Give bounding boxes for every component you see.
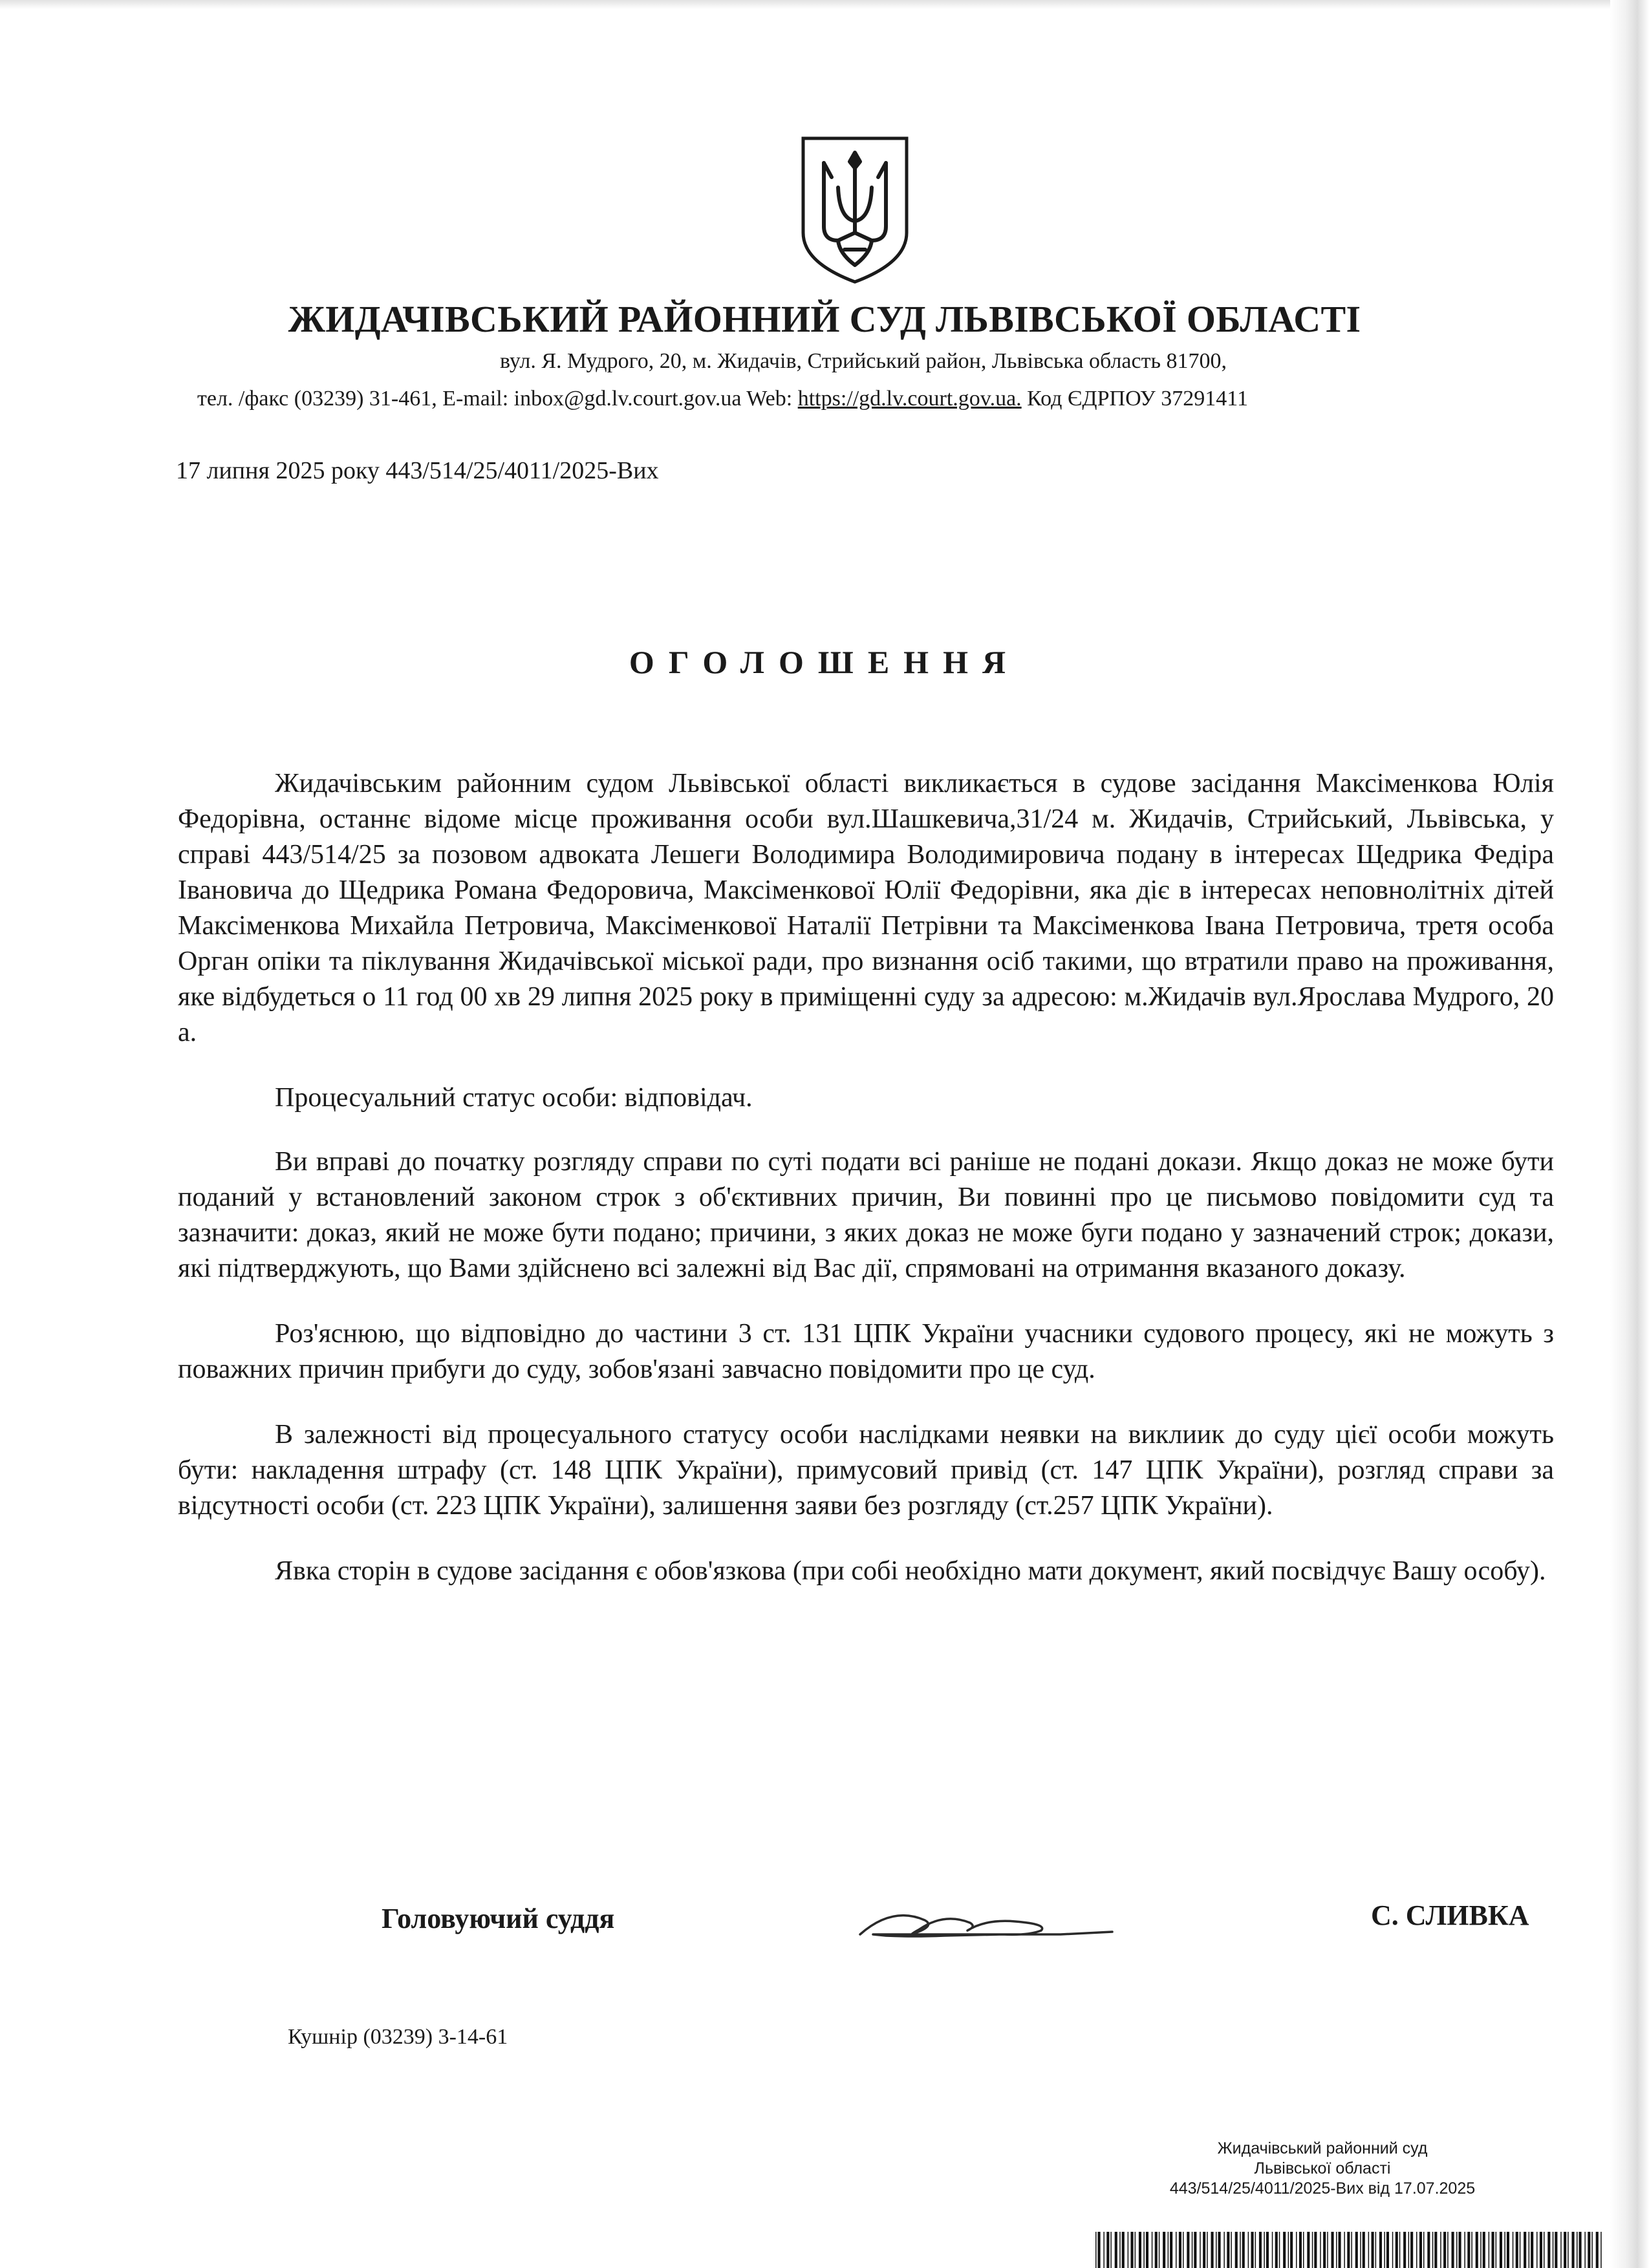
handwritten-signature (847, 1894, 1119, 1952)
barcode-bar (1264, 2232, 1265, 2268)
barcode-bar (1555, 2232, 1557, 2268)
barcode-bar (1179, 2232, 1181, 2268)
barcode-bar (1131, 2232, 1134, 2268)
barcode-bar (1375, 2232, 1377, 2268)
barcode-bar (1327, 2232, 1328, 2268)
barcode-bar (1471, 2232, 1472, 2268)
barcode-icon (1093, 2232, 1604, 2268)
edrpou-code: Код ЄДРПОУ 37291411 (1021, 387, 1249, 411)
barcode-bar (1572, 2232, 1575, 2268)
barcode-bar (1507, 2232, 1509, 2268)
notice-body (178, 766, 1554, 1619)
barcode-bar (1447, 2232, 1449, 2268)
barcode-bar (1255, 2232, 1256, 2268)
barcode-bar (1529, 2232, 1530, 2268)
barcode-bar (1223, 2232, 1225, 2268)
summons-paragraph: Жидачівським районним судом Львівської області викликається в судове засідання Максіменкова Юлія Федорівна, останнє відоме місце проживання особи вул.Шашкевича,31/24 м. Жидачів, Стрийський, Львівська, у справі 443/514/25 за позовом адвоката Лешеги Володимира Володимировича подану в інтересах Щедрика Федіра Івановича до Щедрика Романа Федоровича, Максіменкової Юлії Федорівни, яка діє в інтересах неповнолітніх дітей Максіменкова Михайла Петровича, Максіменкової Наталії Петрівни та Максіменкова Івана Петровича, третя особа Орган опіки та піклування Жидачівської міської ради, про визнання осіб такими, що втратили право на проживання, яке відбудеться о 11 год 00 хв 29 липня 2025 року в приміщенні суду за адресою: м.Жидачів вул.Ярослава Мудрого, 20 а. (178, 769, 1554, 1047)
barcode-bar (1339, 2232, 1341, 2268)
barcode-bar (1452, 2232, 1454, 2268)
barcode-bar (1416, 2232, 1417, 2268)
barcode-bar (1384, 2232, 1385, 2268)
barcode-bar (1207, 2232, 1208, 2268)
barcode-bar (1216, 2232, 1217, 2268)
barcode-bar (1146, 2232, 1148, 2268)
barcode-bar (1379, 2232, 1382, 2268)
barcode-bar (1122, 2232, 1125, 2268)
barcode-bar (1560, 2232, 1562, 2268)
barcode-bar (1536, 2232, 1538, 2268)
barcode-bar (1187, 2232, 1189, 2268)
barcode-bar (1443, 2232, 1446, 2268)
barcode-bar (1227, 2232, 1229, 2268)
attendance-paragraph: Явка сторін в судове засідання є обов'язкова (при собі необхідно мати документ, який посвідчує Вашу особу). (275, 1556, 1546, 1586)
barcode-bar (1110, 2232, 1112, 2268)
barcode-bar (1307, 2232, 1310, 2268)
outgoing-reference: 17 липня 2025 року 443/514/25/4011/2025-Вих (176, 457, 659, 484)
barcode-bar (1520, 2232, 1521, 2268)
court-address: вул. Я. Мудрого, 20, м. Жидачів, Стрийський район, Львівська область 81700, (500, 349, 1227, 373)
barcode-bar (1600, 2232, 1602, 2268)
barcode-bar (1396, 2232, 1398, 2268)
barcode-bar (1288, 2232, 1289, 2268)
barcode-bar (1203, 2232, 1205, 2268)
barcode-bar (1240, 2232, 1241, 2268)
barcode-bar (1432, 2232, 1434, 2268)
barcode-bar (1194, 2232, 1196, 2268)
stamp-court: Жидачівський районний суд (1217, 2139, 1428, 2157)
barcode-bar (1231, 2232, 1232, 2268)
barcode-bar (1218, 2232, 1221, 2268)
barcode-bar (1279, 2232, 1280, 2268)
barcode-bar (1283, 2232, 1286, 2268)
barcode-bar (1159, 2232, 1160, 2268)
barcode-bar (1531, 2232, 1533, 2268)
barcode-bar (1459, 2232, 1461, 2268)
barcode-bar (1347, 2232, 1350, 2268)
barcode-bar (1139, 2232, 1141, 2268)
barcode-bar (1513, 2232, 1514, 2268)
barcode-bar (1103, 2232, 1105, 2268)
barcode-bar (1143, 2232, 1145, 2268)
barcode-bar (1579, 2232, 1582, 2268)
barcode-bar (1596, 2232, 1599, 2268)
barcode-bar (1492, 2232, 1494, 2268)
barcode-bar (1564, 2232, 1566, 2268)
scan-edge-top (0, 0, 1649, 9)
barcode-bar (1344, 2232, 1345, 2268)
trident-coat-of-arms-icon (799, 136, 911, 284)
registration-stamp (1138, 2139, 1507, 2199)
barcode-bar (1368, 2232, 1370, 2268)
barcode-bar (1440, 2232, 1441, 2268)
barcode-bar (1355, 2232, 1358, 2268)
barcode-bar (1392, 2232, 1394, 2268)
barcode-bar (1299, 2232, 1302, 2268)
barcode-bar (1331, 2232, 1334, 2268)
barcode-bar (1235, 2232, 1238, 2268)
barcode-bar (1251, 2232, 1254, 2268)
barcode-bar (1553, 2232, 1554, 2268)
barcode-bar (1399, 2232, 1401, 2268)
barcode-bar (1115, 2232, 1117, 2268)
barcode-bar (1119, 2232, 1121, 2268)
barcode-bar (1408, 2232, 1410, 2268)
barcode-bar (1211, 2232, 1214, 2268)
barcode-bar (1427, 2232, 1430, 2268)
barcode-bar (1504, 2232, 1505, 2268)
barcode-bar (1168, 2232, 1169, 2268)
barcode-bar (1544, 2232, 1545, 2268)
barcode-bar (1568, 2232, 1569, 2268)
evidence-paragraph: Ви вправі до початку розгляду справи по суті подати всі раніше не подані докази. Якщо доказ не може бути поданий у встановлений законом строк з об'єктивних причин, Ви повинні про це письмово повідомити суд та зазначити: доказ, який не може бути подано; причини, з яких доказ не може буги подано у зазначений строк; докази, які підтверджують, що Вами здійснено всі залежні від Вас дії, спрямовані на отримання вказаного доказу. (178, 1147, 1554, 1283)
barcode-bar (1314, 2232, 1317, 2268)
barcode-bar (1098, 2232, 1101, 2268)
barcode-bar (1296, 2232, 1297, 2268)
barcode-bar (1419, 2232, 1422, 2268)
notice-title: ОГОЛОШЕННЯ (629, 644, 1020, 680)
consequences-paragraph: В залежності від процесуального статусу особи наслідками неявки на виклиик до суду цієї особи можуть бути: накладення штрафу (ст. 148 ЦПК України), примусовий привід (ст. 147 ЦПК України), розгляд справи за відсутності особи (ст. 223 ЦПК України), залишення заяви без розгляду (ст.257 ЦПК України). (178, 1420, 1554, 1521)
barcode-bar (1192, 2232, 1193, 2268)
barcode-bar (1106, 2232, 1109, 2268)
barcode-bar (1372, 2232, 1374, 2268)
barcode-bar (1290, 2232, 1293, 2268)
barcode-bar (1363, 2232, 1365, 2268)
executor-contact: Кушнір (03239) 3-14-61 (288, 2025, 508, 2049)
stamp-region: Львівської області (1254, 2159, 1391, 2177)
website-link[interactable]: https://gd.lv.court.gov.ua. (797, 387, 1022, 411)
barcode-bar (1266, 2232, 1269, 2268)
barcode-bar (1312, 2232, 1313, 2268)
barcode-bar (1464, 2232, 1465, 2268)
barcode-bar (1467, 2232, 1470, 2268)
barcode-bar (1483, 2232, 1485, 2268)
barcode-bar (1242, 2232, 1245, 2268)
barcode-bar (1516, 2232, 1518, 2268)
barcode-bar (1360, 2232, 1361, 2268)
barcode-bar (1259, 2232, 1262, 2268)
barcode-bar (1540, 2232, 1542, 2268)
barcode-bar (1577, 2232, 1578, 2268)
barcode-bar (1480, 2232, 1482, 2268)
barcode-bar (1155, 2232, 1158, 2268)
barcode-bar (1476, 2232, 1478, 2268)
signature-role: Головуючий суддя (382, 1903, 615, 1934)
barcode-bar (1588, 2232, 1590, 2268)
barcode-bar (1200, 2232, 1201, 2268)
explanation-paragraph: Роз'яснюю, що відповідно до частини 3 ст. 131 ЦПК України учасники судового процесу, які не можуть з поважних причин прибуги до суду, зобов'язані завчасно повідомити про це суд. (178, 1319, 1554, 1384)
barcode-bar (1272, 2232, 1273, 2268)
barcode-bar (1434, 2232, 1437, 2268)
barcode-bar (1176, 2232, 1177, 2268)
barcode-bar (1584, 2232, 1586, 2268)
barcode-bar (1524, 2232, 1526, 2268)
barcode-bar (1183, 2232, 1184, 2268)
barcode-bar (1320, 2232, 1321, 2268)
barcode-bar (1496, 2232, 1497, 2268)
barcode-bar (1095, 2232, 1097, 2268)
barcode-bar (1163, 2232, 1165, 2268)
court-name: ЖИДАЧІВСЬКИЙ РАЙОННИЙ СУД ЛЬВІВСЬКОЇ ОБЛАСТІ (288, 298, 1361, 340)
barcode-bar (1128, 2232, 1129, 2268)
stamp-number: 443/514/25/4011/2025-Вих від 17.07.2025 (1169, 2179, 1476, 2198)
barcode-bar (1591, 2232, 1593, 2268)
barcode-bar (1248, 2232, 1249, 2268)
phone-email: тел. /факс (03239) 31-461, E-mail: inbox@gd.lv.court.gov.ua Web: (197, 387, 798, 411)
barcode-bar (1403, 2232, 1406, 2268)
judge-name: С. СЛИВКА (1371, 1899, 1529, 1931)
procedural-status: Процесуальний статус особи: відповідач. (275, 1083, 753, 1113)
barcode-bar (1135, 2232, 1136, 2268)
barcode-bar (1303, 2232, 1304, 2268)
barcode-bar (1547, 2232, 1550, 2268)
barcode-bar (1275, 2232, 1278, 2268)
barcode-bar (1410, 2232, 1413, 2268)
barcode-bar (1386, 2232, 1389, 2268)
barcode-bar (1152, 2232, 1153, 2268)
barcode-bar (1323, 2232, 1326, 2268)
barcode-bar (1456, 2232, 1458, 2268)
barcode-bar (1489, 2232, 1490, 2268)
barcode-bar (1351, 2232, 1352, 2268)
barcode-bar (1336, 2232, 1337, 2268)
barcode-bar (1423, 2232, 1425, 2268)
barcode-bar (1170, 2232, 1172, 2268)
barcode-bar (1500, 2232, 1502, 2268)
court-contacts (197, 387, 1248, 411)
